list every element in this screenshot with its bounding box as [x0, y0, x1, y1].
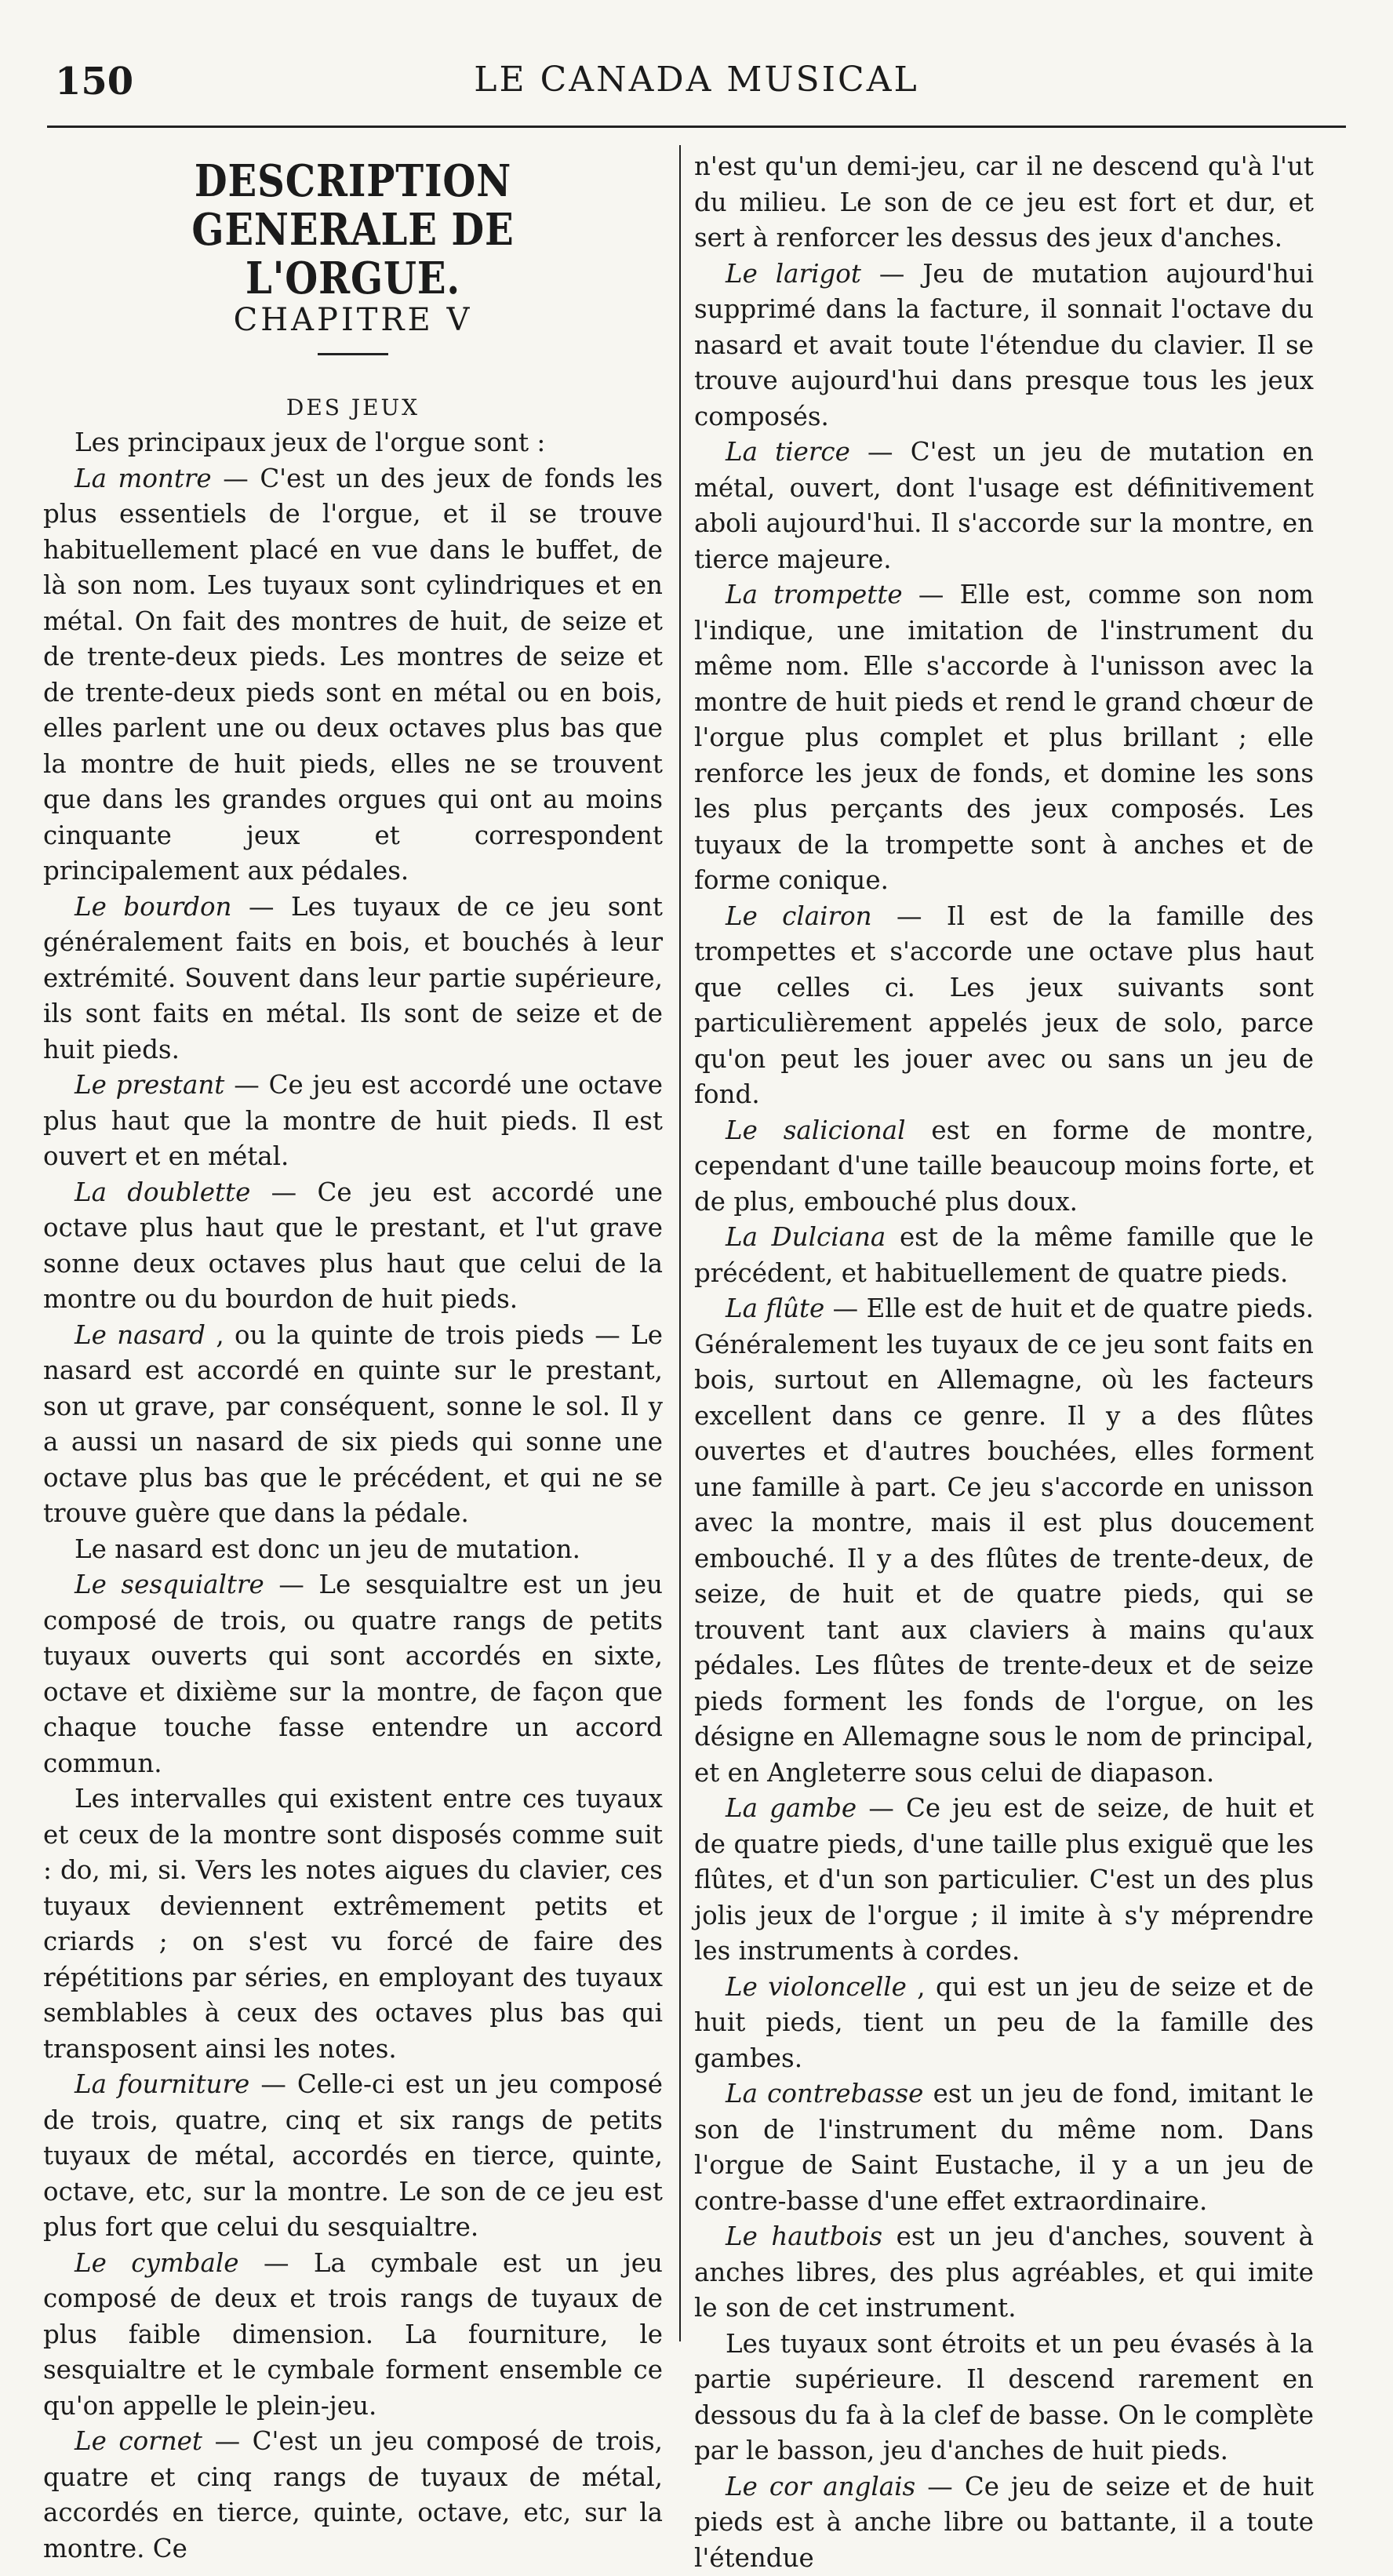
paragraph-text: — Ce jeu est accordé une octave plus haut que la montre de huit pieds. Il est ouvert et en métal.	[43, 1070, 663, 1171]
paragraph-term: Le bourdon	[75, 892, 231, 922]
paragraph	[694, 1291, 1314, 1791]
paragraph	[43, 2424, 663, 2567]
paragraph-text: n'est qu'un demi-jeu, car il ne descend qu'à l'ut du milieu. Le son de ce jeu est fort et dur, et sert à renforcer les dessus des jeux d'anches.	[694, 151, 1314, 253]
paragraph	[694, 435, 1314, 577]
right-paragraphs	[694, 149, 1314, 2576]
paragraph-text: est un jeu d'anches, souvent à anches libres, des plus agréables, et qui imite le son de cet instrument.	[694, 2221, 1314, 2323]
section-heading: DES JEUX	[43, 390, 663, 426]
paragraph-text: Les tuyaux sont étroits et un peu évasés à la partie supérieure. Il descend rarement en dessous du fa à la clef de basse. On le complète par le basson, jeu d'anches de huit pieds.	[694, 2329, 1314, 2466]
paragraph-text: — Ce jeu est de seize, de huit et de quatre pieds, d'une taille plus exiguë que les flûtes, et d'un son particulier. C'est un des plus jolis jeux de l'orgue ; il imite à s'y méprendre les instruments à cordes.	[694, 1793, 1314, 1966]
intro-paragraph: Les principaux jeux de l'orgue sont :	[43, 425, 663, 461]
paragraph-term: La doublette	[75, 1177, 250, 1207]
paragraph	[694, 899, 1314, 1113]
paragraph-text: est un jeu de fond, imitant le son de l'instrument du même nom. Dans l'orgue de Saint Eustache, il y a un jeu de contre-basse d'une effet extraordinaire.	[694, 2079, 1314, 2216]
paragraph-term: La contrebasse	[726, 2079, 923, 2108]
paragraph-term: La fourniture	[75, 2069, 249, 2099]
paragraph-term: La tierce	[726, 437, 850, 467]
right-column	[694, 149, 1314, 2576]
paragraph-text: — Elle est, comme son nom l'indique, une imitation de l'instrument du même nom. Elle s'accorde à l'unisson avec la montre de huit pieds et rend le grand chœur de l'orgue plus complet et plus brillant ; elle renforce les jeux de fonds, et domine les sons les plus perçants des jeux composés. Les tuyaux de la trompette sont à anches et de forme conique.	[694, 580, 1314, 895]
paragraph-text: Le nasard est donc un jeu de mutation.	[75, 1534, 580, 1564]
paragraph-text: — Il est de la famille des trompettes et s'accorde une octave plus haut que celles ci. Les jeux suivants sont particulièrement appelés jeux de solo, parce qu'on peut les jouer avec ou sans un jeu de fond.	[694, 901, 1314, 1110]
paragraph	[43, 1567, 663, 1781]
paragraph	[43, 1781, 663, 2067]
column-divider	[679, 145, 681, 2341]
paragraph-text: — Le sesquialtre est un jeu composé de trois, ou quatre rangs de petits tuyaux ouverts qui sont accordés en sixte, octave et dixième sur la montre, de façon que chaque touche fasse entendre un accord commun.	[43, 1570, 663, 1778]
paragraph-text: — La cymbale est un jeu composé de deux et trois rangs de tuyaux de plus faible dimension. La fourniture, le sesquialtre et le cymbale forment ensemble ce qu'on appelle le plein-jeu.	[43, 2248, 663, 2421]
paragraph	[694, 149, 1314, 257]
paragraph-text: — Les tuyaux de ce jeu sont généralement faits en bois, et bouchés à leur extrémité. Souvent dans leur partie supérieure, ils sont faits en métal. Ils sont de seize et de huit pieds.	[43, 892, 663, 1064]
paragraph	[43, 890, 663, 1068]
paragraph	[43, 1532, 663, 1568]
paragraph-term: Le larigot	[726, 259, 861, 289]
paragraph-text: est en forme de montre, cependant d'une taille beaucoup moins forte, et de plus, embouché plus doux.	[694, 1115, 1314, 1217]
paragraph-term: Le cymbale	[75, 2248, 238, 2278]
chapter-rule	[318, 353, 388, 355]
paragraph	[43, 1175, 663, 1318]
paragraph-term: Le violoncelle	[726, 1972, 907, 2002]
paragraph-term: La Dulciana	[726, 1222, 886, 1252]
paragraph	[43, 1068, 663, 1175]
running-title: LE CANADA MUSICAL	[47, 60, 1346, 100]
paragraph-term: Le cor anglais	[726, 2472, 915, 2501]
left-paragraphs	[43, 461, 663, 2567]
paragraph-text: , qui est un jeu de seize et de huit pieds, tient un peu de la famille des gambes.	[694, 1972, 1314, 2073]
paragraph	[43, 1318, 663, 1532]
paragraph	[43, 2246, 663, 2425]
paragraph-text: — Jeu de mutation aujourd'hui supprimé dans la facture, il sonnait l'octave du nasard et avait toute l'étendue du clavier. Il se trouve aujourd'hui dans presque tous les jeux composés.	[694, 259, 1314, 431]
paragraph	[694, 1113, 1314, 1221]
left-column	[43, 157, 663, 2567]
article-title-line2: L'ORGUE.	[246, 253, 460, 304]
article-title-line1: DESCRIPTION GENERALE DE	[191, 155, 514, 256]
paragraph	[43, 461, 663, 890]
paragraph-text: , ou la quinte de trois pieds — Le nasard est accordé en quinte sur le prestant, son ut grave, par conséquent, sonne le sol. Il y a aussi un nasard de six pieds qui sonne une octave plus bas que le précédent, et qui ne se trouve guère que dans la pédale.	[43, 1320, 663, 1529]
paragraph-term: Le sesquialtre	[75, 1570, 264, 1599]
paragraph-text: — Celle-ci est un jeu composé de trois, quatre, cinq et six rangs de petits tuyaux de métal, accordés en tierce, quinte, octave, etc, sur la montre. Le son de ce jeu est plus fort que celui du sesquialtre.	[43, 2069, 663, 2242]
paragraph	[694, 2469, 1314, 2576]
paragraph-text: est de la même famille que le précédent, et habituellement de quatre pieds.	[694, 1222, 1314, 1288]
chapter-heading: CHAPITRE V	[43, 303, 663, 339]
paragraph-text: — C'est un jeu composé de trois, quatre et cinq rangs de tuyaux de métal, accordés en tierce, quinte, octave, etc, sur la montre. Ce	[43, 2426, 663, 2563]
paragraph-term: Le hautbois	[726, 2221, 882, 2251]
paragraph	[694, 1970, 1314, 2077]
paragraph	[694, 257, 1314, 435]
paragraph-term: Le nasard	[75, 1320, 205, 1350]
paragraph	[694, 1791, 1314, 1970]
paragraph	[694, 1220, 1314, 1291]
paragraph-text: — C'est un jeu de mutation en métal, ouvert, dont l'usage est définitivement aboli aujourd'hui. Il s'accorde sur la montre, en tierce majeure.	[694, 437, 1314, 574]
header-rule	[47, 126, 1346, 128]
paragraph-text: — Elle est de huit et de quatre pieds. Généralement les tuyaux de ce jeu sont faits en bois, surtout en Allemagne, où les facteurs excellent dans ce genre. Il y a des flûtes ouvertes et d'autres bouchées, elles forment une famille à part. Ce jeu s'accorde en unisson avec la montre, mais il est plus doucement embouché. Il y a des flûtes de trente-deux, de seize, de huit et de quatre pieds, qui se trouvent tant aux claviers à mains qu'aux pédales. Les flûtes de trente-deux et de seize pieds forment les fonds de l'orgue, on les désigne en Allemagne sous le nom de principal, et en Angleterre sous celui de diapason.	[694, 1293, 1314, 1788]
paragraph	[694, 2219, 1314, 2327]
paragraph	[43, 2067, 663, 2246]
paragraph-text: — C'est un des jeux de fonds les plus essentiels de l'orgue, et il se trouve habituellement placé en vue dans le buffet, de là son nom. Les tuyaux sont cylindriques et en métal. On fait des montres de huit, de seize et de trente-deux pieds. Les montres de seize et de trente-deux pieds sont en métal ou en bois, elles parlent une ou deux octaves plus bas que la montre de huit pieds, elles ne se trouvent que dans les grandes orgues qui ont au moins cinquante jeux et correspondent principalement aux pédales.	[43, 464, 663, 886]
paragraph-term: Le cornet	[75, 2426, 202, 2456]
page-number: 150	[55, 60, 133, 104]
paragraph-term: Le clairon	[726, 901, 872, 931]
paragraph-term: Le prestant	[75, 1070, 224, 1100]
page-header	[47, 55, 1346, 110]
paragraph-term: La trompette	[726, 580, 903, 609]
paragraph-term: La montre	[75, 464, 212, 493]
paragraph	[694, 2327, 1314, 2469]
paragraph-term: La flûte	[726, 1293, 824, 1323]
paragraph-text: Les intervalles qui existent entre ces tuyaux et ceux de la montre sont disposés comme suit : do, mi, si. Vers les notes aigues du clavier, ces tuyaux deviennent extrêmement petits et criards ; on s'est vu forcé de faire des répétitions par séries, en employant des tuyaux semblables à ceux des octaves plus bas qui transposent ainsi les notes.	[43, 1784, 663, 2064]
paragraph-term: Le salicional	[726, 1115, 905, 1145]
paragraph	[694, 577, 1314, 899]
paragraph-text: — Ce jeu est accordé une octave plus haut que le prestant, et l'ut grave sonne deux octaves plus haut que celui de la montre ou du bourdon de huit pieds.	[43, 1177, 663, 1315]
paragraph-text: — Ce jeu de seize et de huit pieds est à anche libre ou battante, il a toute l'étendue	[694, 2472, 1314, 2573]
paragraph-term: La gambe	[726, 1793, 857, 1823]
article-title	[86, 157, 619, 303]
paragraph	[694, 2076, 1314, 2219]
